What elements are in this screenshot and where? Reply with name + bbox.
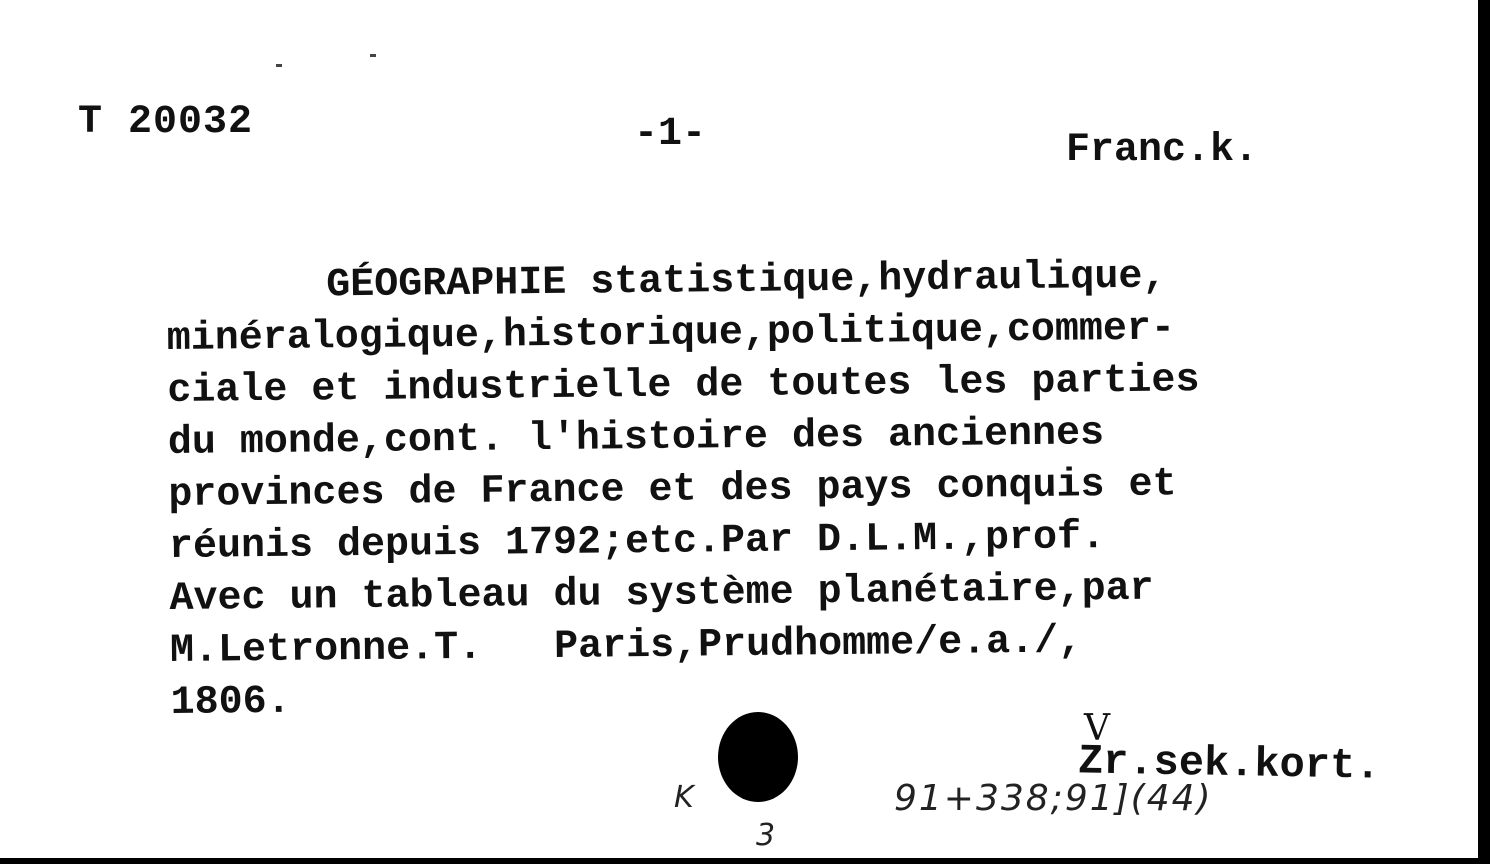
body-line: minéralogique,historique,politique,commer-	[166, 306, 1176, 362]
call-number: T 20032	[78, 100, 254, 145]
catalog-mark: V	[1084, 708, 1110, 749]
body-line: du monde,cont. l'histoire des anciennes	[167, 411, 1105, 466]
bibliographic-description	[166, 248, 1471, 730]
body-line: M.Letronne.T. Paris,Prudhomme/e.a./,	[169, 619, 1083, 674]
body-line: Avec un tableau du système planétaire,par	[169, 566, 1154, 622]
body-line: GÉOGRAPHIE statistique,hydraulique,	[326, 254, 1167, 309]
handwritten-number: 3	[756, 818, 776, 853]
body-line: ciale et industrielle de toutes les parties	[167, 358, 1200, 414]
page-number: -1-	[634, 112, 707, 157]
handwritten-letter: K	[674, 780, 694, 815]
stray-mark	[370, 54, 376, 57]
body-line: 1806.	[170, 679, 291, 726]
punch-hole-dot	[718, 712, 798, 802]
body-line: provinces de France et des pays conquis et	[168, 462, 1177, 518]
stray-mark	[276, 64, 282, 67]
catalog-note: Zr.sek.kort.	[1077, 737, 1381, 791]
handwritten-classification: 91+338;91](44)	[894, 778, 1213, 819]
body-line: réunis depuis 1792;etc.Par D.L.M.,prof.	[168, 515, 1106, 570]
language-code: Franc.k.	[1066, 128, 1259, 173]
